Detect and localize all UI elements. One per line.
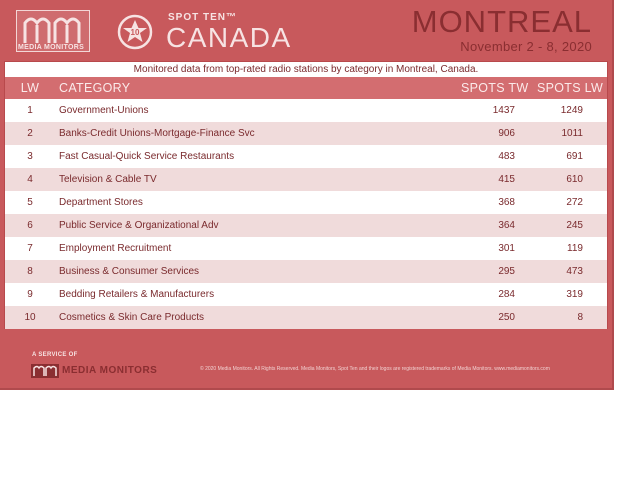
row-lw: 7 [27,243,33,254]
row-category: Fast Casual-Quick Service Restaurants [59,151,235,162]
row-spots-tw: 364 [498,220,515,231]
row-category: Government-Unions [59,105,149,116]
table-row [5,122,607,145]
copyright-notice: © 2020 Media Monitors. All Rights Reserved. Media Monitors, Spot Ten and their logos are registered trademarks of Media Monitors. www.mediamonitors.com [200,366,550,372]
row-spots-tw: 415 [498,174,515,185]
row-spots-lw: 319 [566,289,583,300]
service-label: A SERVICE OF [32,352,78,358]
table-row [5,145,607,168]
table-row [5,306,607,329]
rankings-table [4,61,608,329]
row-lw: 4 [27,174,33,185]
row-lw: 5 [27,197,33,208]
row-spots-tw: 483 [498,151,515,162]
row-category: Television & Cable TV [59,174,157,185]
header-lw: LW [20,81,40,95]
row-spots-lw: 272 [566,197,583,208]
header-spots-tw: SPOTS TW [461,81,529,95]
table-row [5,283,607,306]
brand-line: SPOT TEN™ [168,12,238,23]
row-lw: 3 [27,151,33,162]
footer-mm-logo-icon [31,364,59,378]
spot-ten-badge-icon [117,14,153,50]
row-category: Bedding Retailers & Manufacturers [59,289,215,300]
country-title: CANADA [166,22,292,53]
table-row [5,214,607,237]
row-lw: 9 [27,289,33,300]
table-row [5,237,607,260]
row-spots-lw: 1011 [561,128,583,139]
row-spots-tw: 284 [498,289,515,300]
row-lw: 8 [27,266,33,277]
logo-text: MEDIA MONITORS [18,44,85,51]
header-category: CATEGORY [59,81,131,95]
table-row [5,191,607,214]
row-category: Banks-Credit Unions-Mortgage-Finance Svc [59,128,255,139]
row-spots-tw: 301 [498,243,515,254]
row-spots-tw: 368 [498,197,515,208]
badge-number: 10 [130,28,140,37]
row-spots-tw: 295 [498,266,515,277]
row-spots-lw: 691 [566,151,583,162]
row-spots-lw: 245 [566,220,583,231]
row-category: Business & Consumer Services [59,266,200,277]
row-lw: 1 [27,105,33,116]
row-lw: 6 [27,220,33,231]
row-spots-tw: 1437 [492,105,515,116]
table-header [5,77,607,99]
row-category: Department Stores [59,197,143,208]
row-spots-tw: 906 [498,128,515,139]
city-title: MONTREAL [411,4,592,39]
table-row [5,168,607,191]
row-category: Cosmetics & Skin Care Products [59,312,205,323]
row-spots-lw: 473 [566,266,583,277]
row-spots-tw: 250 [498,312,515,323]
table-row [5,99,607,122]
mm-logo-icon [23,15,83,45]
row-category: Employment Recruitment [59,243,172,254]
row-spots-lw: 610 [566,174,583,185]
row-spots-lw: 119 [567,243,583,254]
row-spots-lw: 8 [577,312,583,323]
table-row [5,260,607,283]
header-spots-lw: SPOTS LW [537,81,604,95]
row-spots-lw: 1249 [560,105,583,116]
row-category: Public Service & Organizational Adv [59,220,219,231]
date-range: November 2 - 8, 2020 [460,39,592,54]
row-lw: 10 [24,312,36,323]
footer-brand: MEDIA MONITORS [62,365,158,376]
table-subtitle: Monitored data from top-rated radio stations by category in Montreal, Canada. [133,64,479,75]
row-lw: 2 [27,128,33,139]
